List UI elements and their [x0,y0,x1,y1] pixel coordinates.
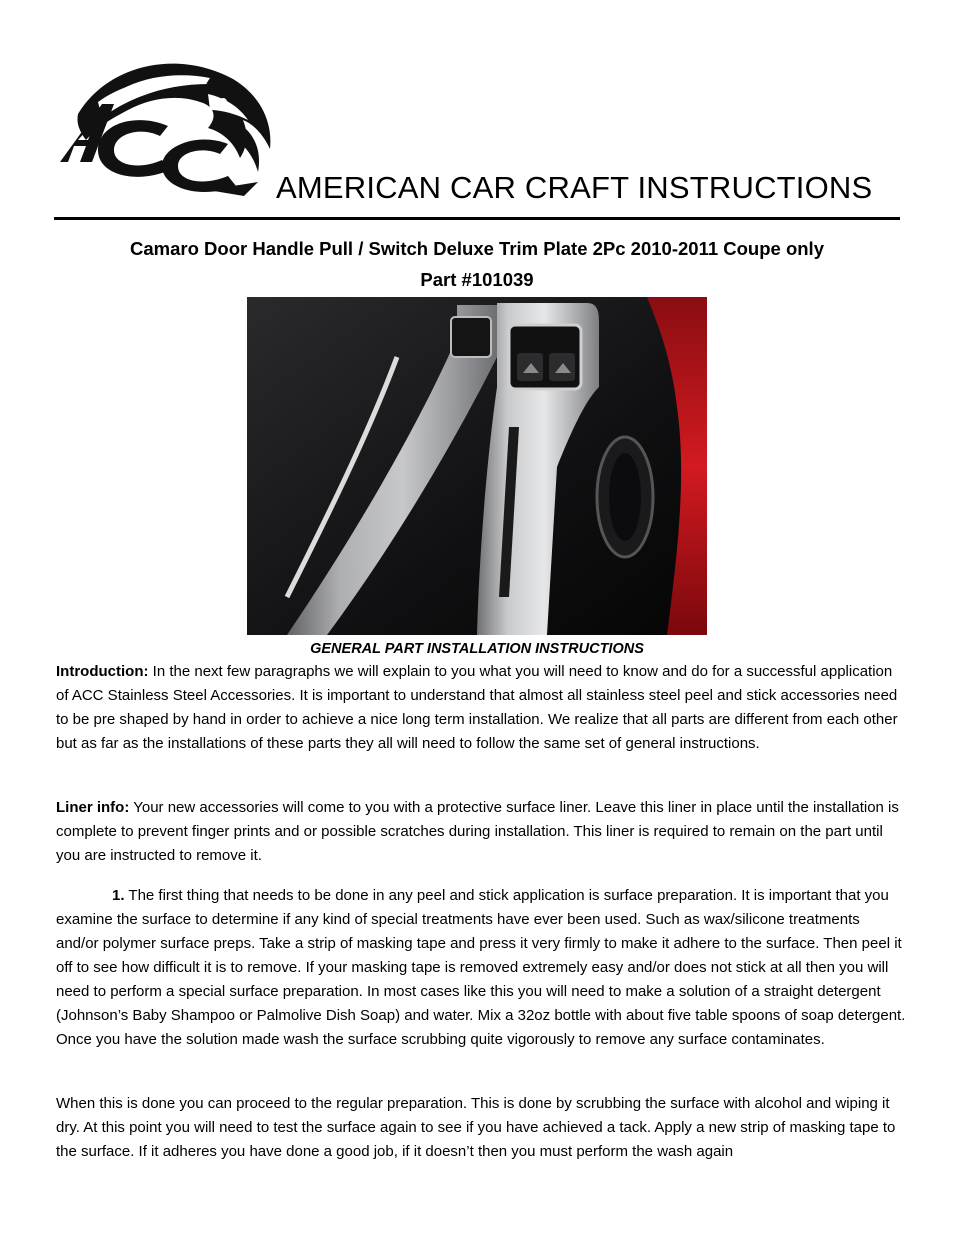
liner-info-text: Your new accessories will come to you with a protective surface liner. Leave this liner in place until the installation is complete to prevent finger prints and or possible scratches during installation. This liner is required to remain on the part until you are instructed to remove it. [56,799,899,864]
introduction-paragraph [56,660,906,756]
regular-preparation-paragraph [56,1092,906,1164]
step-1-number: 1. [112,887,125,904]
liner-info-label: Liner info: [56,799,130,816]
product-photo [247,297,707,635]
document-title: AMERICAN CAR CRAFT INSTRUCTIONS [276,170,873,205]
section-heading: GENERAL PART INSTALLATION INSTRUCTIONS [310,641,644,657]
introduction-text: In the next few paragraphs we will explain to you what you will need to know and do for a successful application of ACC Stainless Steel Accessories. It is important to understand that almost all stainless steel peel and stick accessories need to be pre shaped by hand in order to achieve a nice long term installation. We realize that all parts are different from each other but as far as the installations of these parts they all will need to follow the same set of general instructions. [56,663,898,752]
product-title: Camaro Door Handle Pull / Switch Deluxe Trim Plate 2Pc 2010-2011 Coupe only [130,238,824,259]
header-divider [54,217,900,220]
step-1-text: The first thing that needs to be done in any peel and stick application is surface preparation. It is important that you examine the surface to determine if any kind of special treatments have ever been used. Such as wax/silicone treatments and/or polymer surface preps. Take a strip of masking tape and press it very firmly to make it adhere to the surface. Then peel it off to see how difficult it is to remove. If your masking tape is removed extremely easy and/or does not stick at all then you will need to perform a special surface preparation. In most cases like this you will need to make a solution of a straight detergent (Johnson’s Baby Shampoo or Palmolive Dish Soap) and water. Mix a 32oz bottle with about five table spoons of soap detergent. Once you have the solution made wash the surface scrubbing quite vigorously to remove any surface contaminates. [56,887,906,1048]
introduction-label: Introduction: [56,663,149,680]
liner-info-paragraph [56,796,906,868]
acc-logo [58,54,278,204]
step-1-paragraph [56,884,906,1052]
part-number: Part #101039 [420,269,534,290]
regular-preparation-text: When this is done you can proceed to the regular preparation. This is done by scrubbing the surface with alcohol and wiping it dry. At this point you will need to test the surface again to see if you have achieved a tack. Apply a new strip of masking tape to the surface. If it adheres you have done a good job, if it doesn’t then you must perform the wash again [56,1095,896,1160]
